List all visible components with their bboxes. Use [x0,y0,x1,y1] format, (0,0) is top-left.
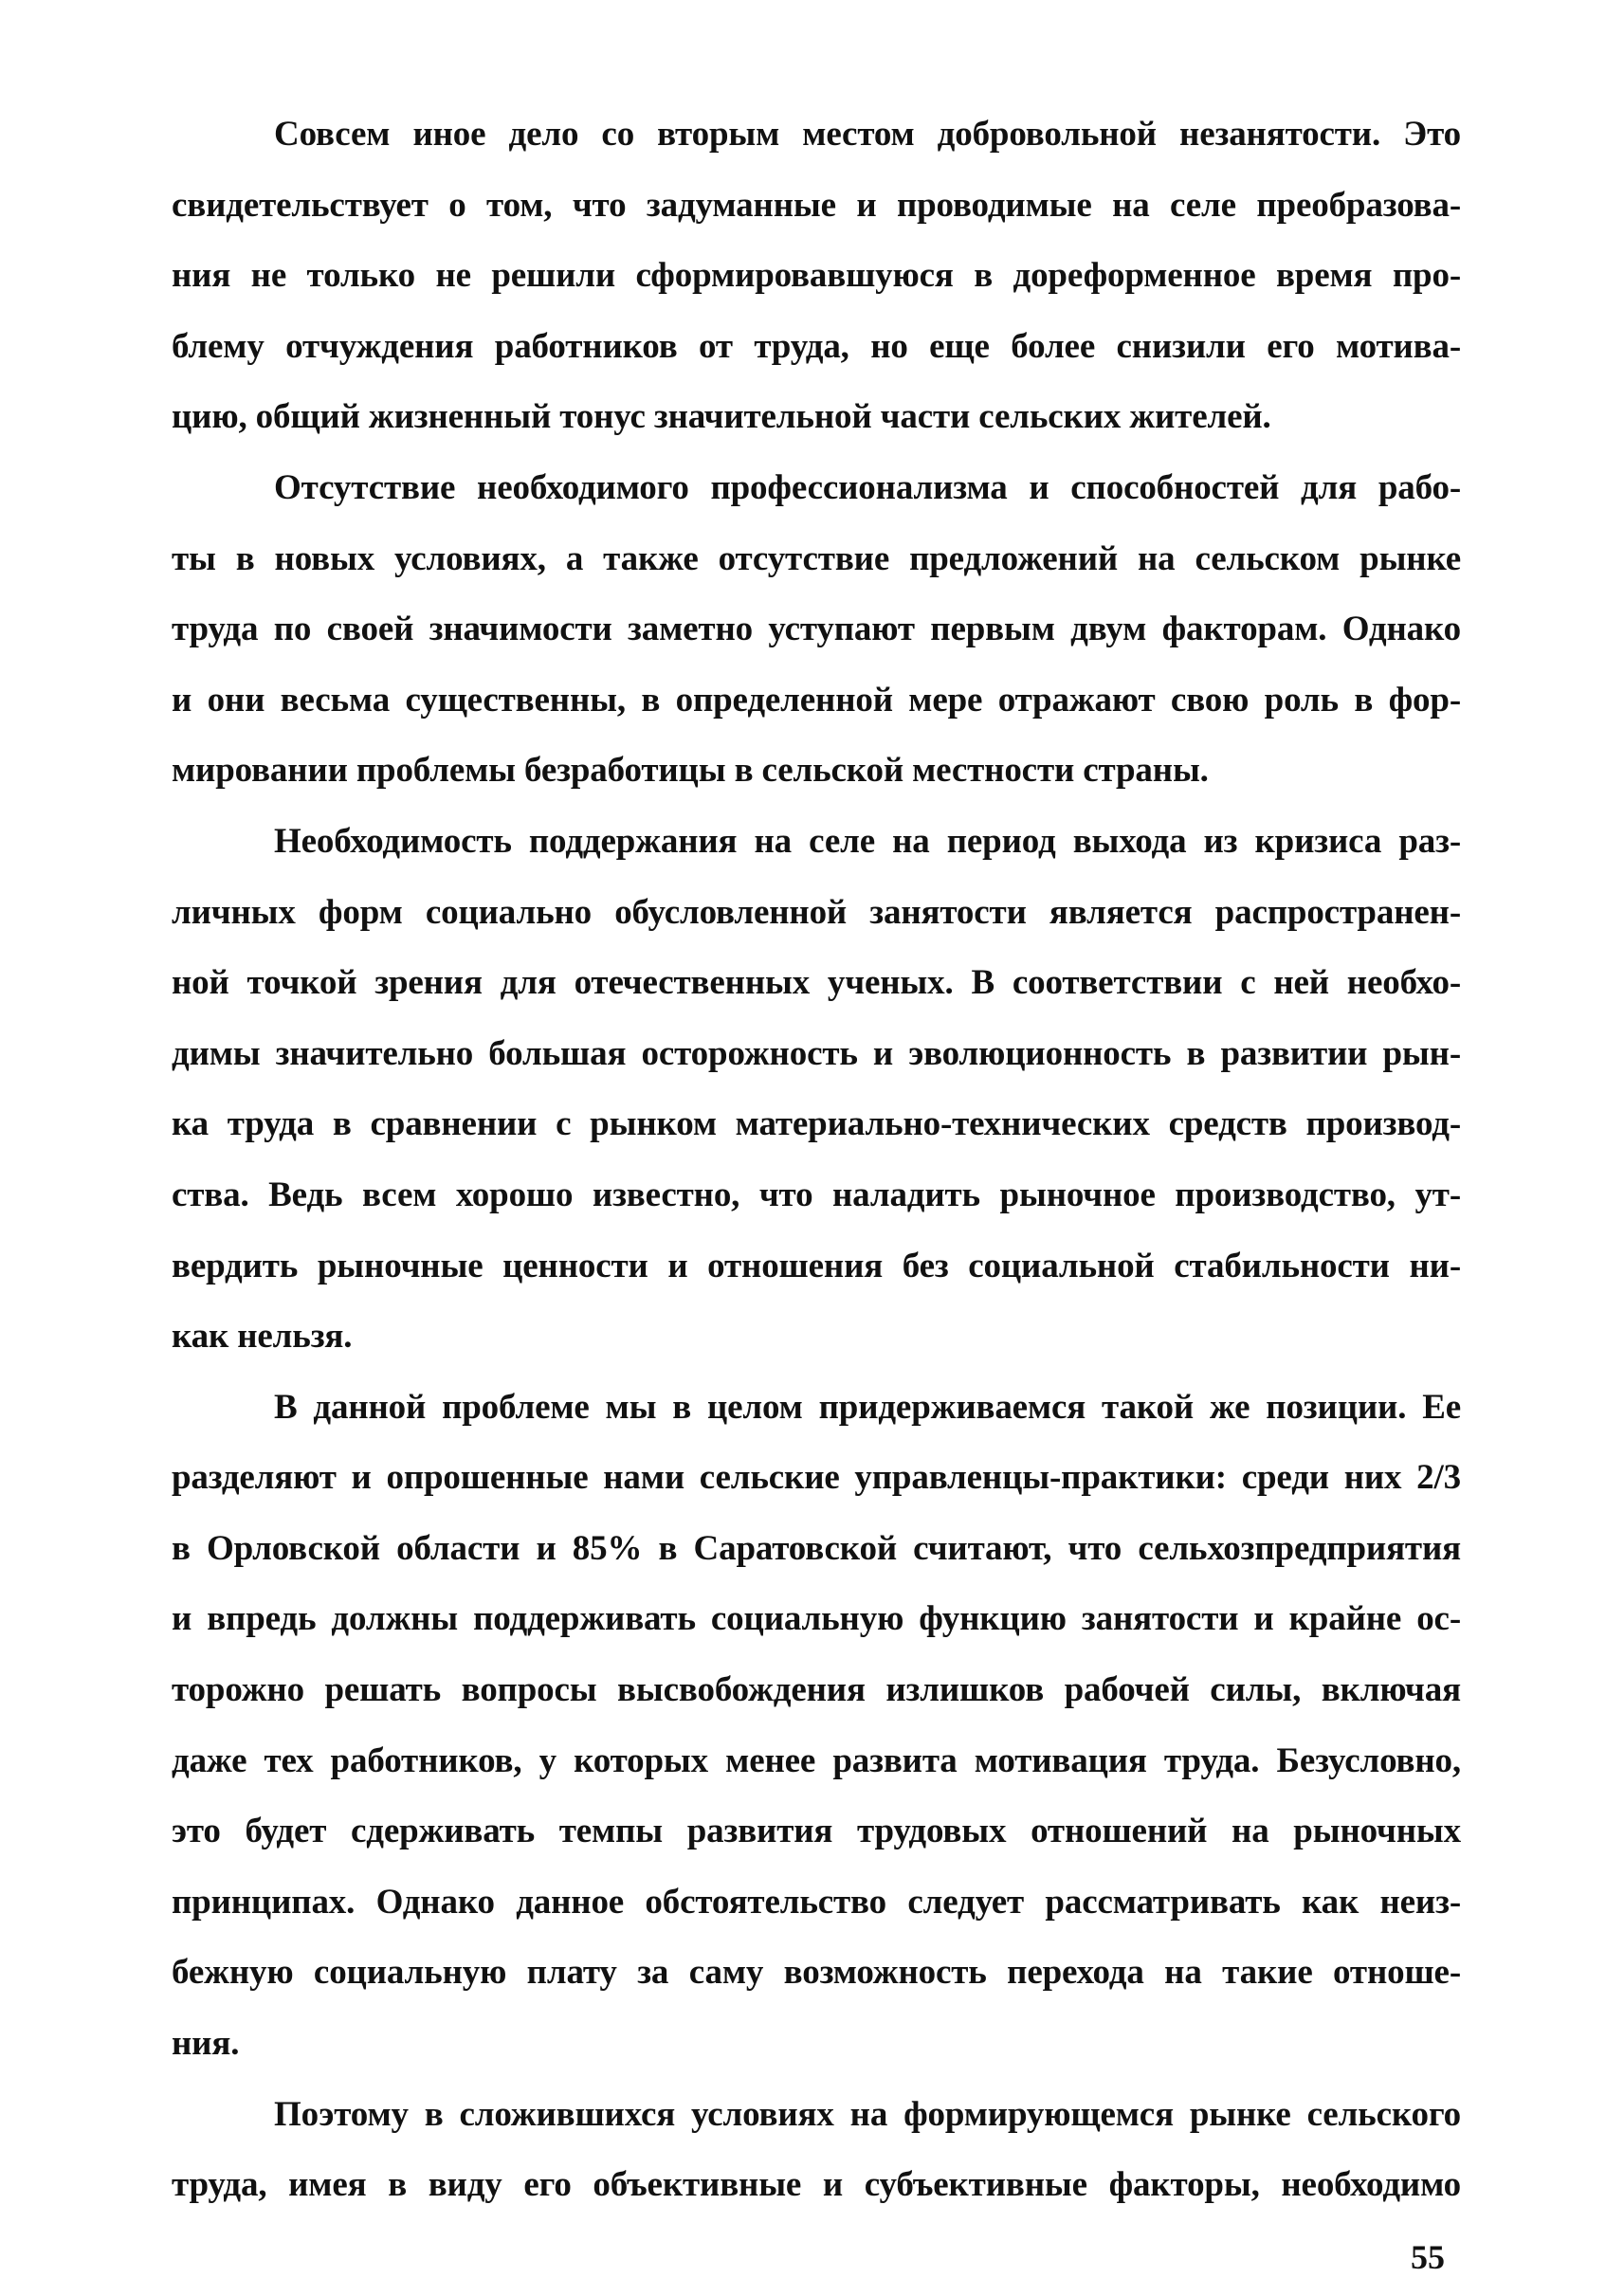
text-line: принципах. Однако данное обстоятельство следует рассматривать как неиз- [172,1882,1461,1922]
text-line: Поэтому в сложившихся условиях на формирующемся рынке сельского [274,2094,1461,2134]
text-line: ной точкой зрения для отечественных ученых. В соответствии с ней необхо- [172,963,1461,1003]
text-line: как нельзя. [172,1317,353,1357]
text-line: мировании проблемы безработицы в сельской местности страны. [172,751,1209,791]
text-line: бежную социальную плату за саму возможность перехода на такие отноше- [172,1953,1461,1993]
body-text [172,100,1461,2221]
text-line: В данной проблеме мы в целом придерживаемся такой же позиции. Ее [274,1387,1461,1427]
text-line: ка труда в сравнении с рынком материально-технических средств производ- [172,1104,1461,1144]
text-line: Необходимость поддержания на селе на период выхода из кризиса раз- [274,821,1461,861]
text-line: блему отчуждения работников от труда, но еще более снизили его мотива- [172,326,1461,366]
text-line: труда по своей значимости заметно уступают первым двум факторам. Однако [172,610,1461,649]
text-line: Совсем иное дело со вторым местом добровольной незанятости. Это [274,115,1461,154]
page-number: 55 [1411,2238,1445,2276]
text-line: и они весьма существенны, в определенной мере отражают свою роль в фор- [172,680,1461,720]
text-line: даже тех работников, у которых менее развита мотивация труда. Безусловно, [172,1740,1461,1780]
text-line: личных форм социально обусловленной занятости является распространен- [172,892,1461,932]
text-line: ты в новых условиях, а также отсутствие предложений на сельском рынке [172,538,1461,578]
text-line: в Орловской области и 85% в Саратовской считают, что сельхозпредприятия [172,1528,1461,1568]
text-line: и впредь должны поддерживать социальную функцию занятости и крайне ос- [172,1599,1461,1639]
text-line: Отсутствие необходимого профессионализма и способностей для рабо- [274,467,1461,507]
text-line: свидетельствует о том, что задуманные и проводимые на селе преобразова- [172,185,1461,225]
text-line: димы значительно большая осторожность и эволюционность в развитии рын- [172,1033,1461,1073]
text-line: это будет сдерживать темпы развития трудовых отношений на рыночных [172,1812,1461,1851]
text-line: торожно решать вопросы высвобождения излишков рабочей силы, включая [172,1670,1461,1710]
text-line: вердить рыночные ценности и отношения без социальной стабильности ни- [172,1246,1461,1285]
text-line: разделяют и опрошенные нами сельские управленцы-практики: среди них 2/3 [172,1458,1461,1498]
text-line: ства. Ведь всем хорошо известно, что наладить рыночное производство, ут- [172,1175,1461,1214]
text-line: труда, имея в виду его объективные и субъективные факторы, необходимо [172,2165,1461,2205]
text-line: цию, общий жизненный тонус значительной части сельских жителей. [172,397,1271,437]
text-line: ния. [172,2024,240,2064]
text-line: ния не только не решили сформировавшуюся в дореформенное время про- [172,256,1461,296]
